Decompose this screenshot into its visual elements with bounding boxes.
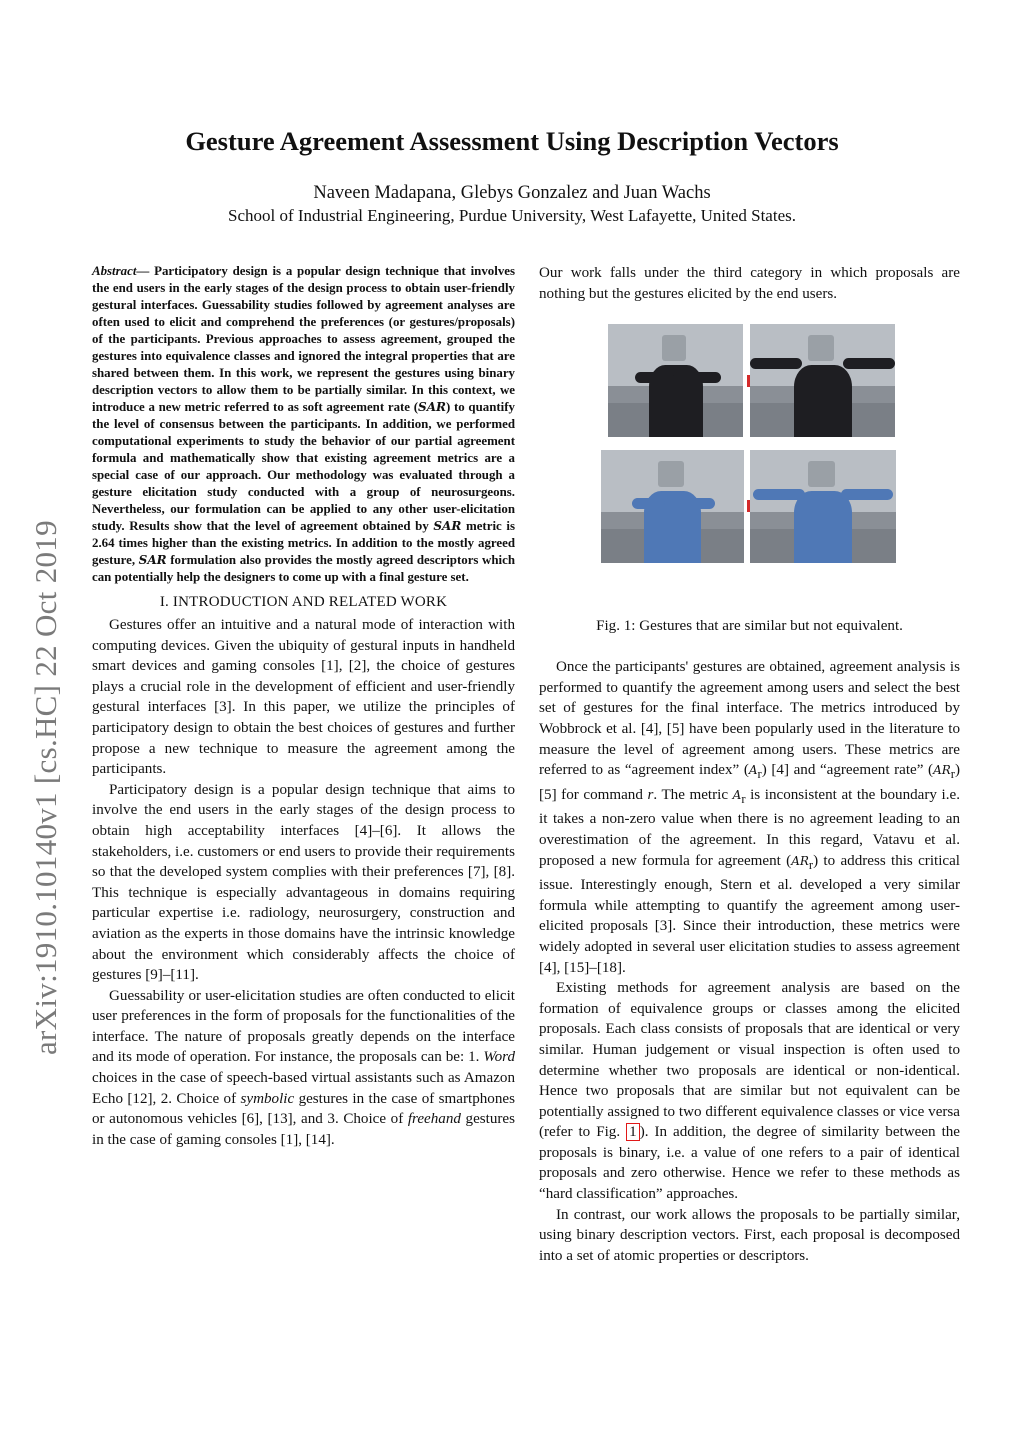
- text-span: Once the participants' gestures are obtained, agreement analysis is performed to quantify the agreement among users and select the best set of gestures for the final interface. The metrics introduced by Wobbrock et al. [4], [5] have been popularly used in the literature to measure the level of agreement among users. These metrics are referred to as “agreement index” (: [539, 659, 960, 779]
- symbol-r: r: [647, 786, 654, 803]
- subscript-r: r: [950, 767, 955, 782]
- emphasis-word: Word: [483, 1049, 515, 1066]
- abstract-text-3: metric is 2.64 times higher than the existing metrics. In addition to the mostly agreed gesture,: [92, 519, 515, 567]
- emphasis-freehand: freehand: [407, 1111, 461, 1128]
- right-column: [539, 263, 960, 1266]
- left-column: [92, 263, 515, 1150]
- text-span: ) [5] for command: [539, 762, 960, 803]
- text-span: ). In addition, the degree of similarity between the proposals is binary, i.e. a value of one refers to a pair of identical proposals and zero otherwise. Hence we refer to these methods as “hard classification” approaches.: [539, 1124, 961, 1203]
- paragraph: Gestures offer an intuitive and a natural mode of interaction with computing devices. Given the ubiquity of gestural inputs in handheld smart devices and gaming consoles [1], [2], the choice of gestures plays a crucial role in the development of efficient and user-friendly gestural interfaces [3]. In this paper, we utilize the principles of participatory design to obtain the best choices of gestures and further propose a new technique to measure the agreement among the participants.: [92, 617, 515, 778]
- paper-affiliation: School of Industrial Engineering, Purdue University, West Lafayette, United States.: [227, 206, 796, 225]
- arxiv-id-text: arXiv:1910.10140v1 [cs.HC] 22 Oct 2019: [28, 520, 63, 1055]
- section-heading: I. INTRODUCTION AND RELATED WORK: [159, 594, 448, 610]
- paragraph: [539, 657, 960, 978]
- arxiv-identifier: [28, 455, 68, 1055]
- gesture-photo-g2-start: [601, 450, 744, 563]
- abstract-text-2: ) to quantify the level of consensus between the participants. In addition, we performed computational experiments to study the behavior of our partial agreement formula and mathematically show that existing agreement metrics are a special case of our approach. Our methodology was evaluated through a gesture elicitation study conducted with a group of neurosurgeons. Nevertheless, our formulation can be applied to any other user-elicitation study. Results show that the level of agreement obtained by: [92, 400, 515, 533]
- section-body: [92, 615, 515, 1150]
- text-span: ) [4] and “agreement rate” (: [761, 762, 934, 779]
- text-span: . The metric: [653, 786, 729, 803]
- text-span: ) to address this critical issue. Interestingly enough, Stern et al. developed a very similar formula while attempting to quantify the agreement among user-elicited proposals [3]. Since their introduction, these metrics were widely adopted in several user elicitation studies to assess agreement [4], [15]–[18].: [539, 852, 960, 976]
- gesture-photo-g2-end: [750, 450, 896, 563]
- text-span: is inconsistent at the boundary i.e. it takes a non-zero value when there is no agreement leading to an overestimation of the agreement. In this regard, Vatavu et al. proposed a new formula for agreement (: [539, 786, 960, 869]
- paper-authors: Naveen Madapana, Glebys Gonzalez and Juan Wachs: [313, 183, 711, 203]
- symbol-a: A: [732, 787, 742, 802]
- text-span: gestures in the case of gaming consoles [1], [14].: [92, 1111, 515, 1148]
- abstract: [92, 263, 515, 586]
- paragraph: In contrast, our work allows the proposals to be partially similar, using binary description vectors. First, each proposal is decomposed into a set of atomic properties or descriptors.: [539, 1206, 960, 1264]
- gesture-photo-g1-start: [608, 324, 743, 437]
- abstract-text-1: — Participatory design is a popular design technique that involves the end users in the early stages of the design process to obtain user-friendly gestural interfaces. Guessability studies followed by agreement analyses are often used to elicit and comprehend the preferences (or gestures/proposals) of the participants. Previous approaches to assess agreement, grouped the gestures into equivalence classes and ignored the integral properties that are shared between them. In this work, we represent the gestures using binary description vectors to allow them to be partially similar. In this context, we introduce a new metric referred to as soft agreement rate (: [92, 264, 515, 414]
- abstract-label: Abstract: [92, 264, 137, 278]
- text-span: choices in the case of speech-based virtual assistants such as Amazon Echo [12], 2. Choice of: [92, 1070, 515, 1107]
- paragraph: Participatory design is a popular design technique that aims to involve the end users in the early stages of the design process to obtain high acceptability interfaces [4]–[6]. It allows the stakeholders, i.e. customers or end users to provide their requirements so that the developed system complies with their preferences [7], [8]. This technique is especially advantageous in domains requiring particular expertise i.e. radiology, neurosurgery, construction and aviation as the experts in those domains have the intrinsic knowledge about the environment which considerably affects the choice of gestures [9]–[11].: [92, 781, 515, 984]
- sar-symbol: SAR: [418, 400, 446, 414]
- gesture-photo-g1-end: [750, 324, 895, 437]
- text-span: Existing methods for agreement analysis are based on the formation of equivalence groups or classes among the elicited proposals. Each class consists of proposals that are identical or very similar. Human judgement or visual inspection is often used to determine whether two proposals are identical or non-identical. Hence two proposals that are similar but not equivalent can be potentially assigned to two different equivalence classes or vice versa (refer to Fig.: [539, 980, 960, 1141]
- emphasis-symbolic: symbolic: [240, 1090, 295, 1107]
- symbol-a: A: [748, 763, 758, 778]
- text-span: gestures in the case of smartphones or autonomous vehicles [6], [13], and 3. Choice of: [92, 1090, 515, 1128]
- paper-title: Gesture Agreement Assessment Using Description Vectors: [185, 126, 839, 156]
- symbol-ar: AR: [933, 763, 951, 778]
- figure-caption: Fig. 1: Gestures that are similar but not equivalent.: [596, 618, 903, 635]
- figure-1: [539, 314, 960, 612]
- symbol-ar: AR: [791, 853, 809, 868]
- paragraph: [539, 978, 960, 1205]
- sar-symbol: SAR: [138, 553, 167, 567]
- subscript-r: r: [808, 857, 814, 872]
- paragraph: Our work falls under the third category in which proposals are nothing but the gestures elicited by the end users.: [539, 265, 960, 302]
- abstract-text-4: formulation also provides the mostly agreed descriptors which can potentially help the designers to come up with a final gesture set.: [92, 553, 515, 584]
- subscript-r: r: [757, 767, 762, 782]
- sar-symbol: SAR: [433, 519, 462, 533]
- subscript-r: r: [741, 791, 746, 806]
- paragraph: [92, 986, 515, 1151]
- figure-reference-link[interactable]: 1: [626, 1123, 640, 1141]
- text-span: Guessability or user-elicitation studies are often conducted to elicit user preferences in the form of proposals for the functionalities of the interface. The nature of proposals greatly depends on the interface and its mode of operation. For instance, the proposals can be: 1.: [92, 987, 515, 1066]
